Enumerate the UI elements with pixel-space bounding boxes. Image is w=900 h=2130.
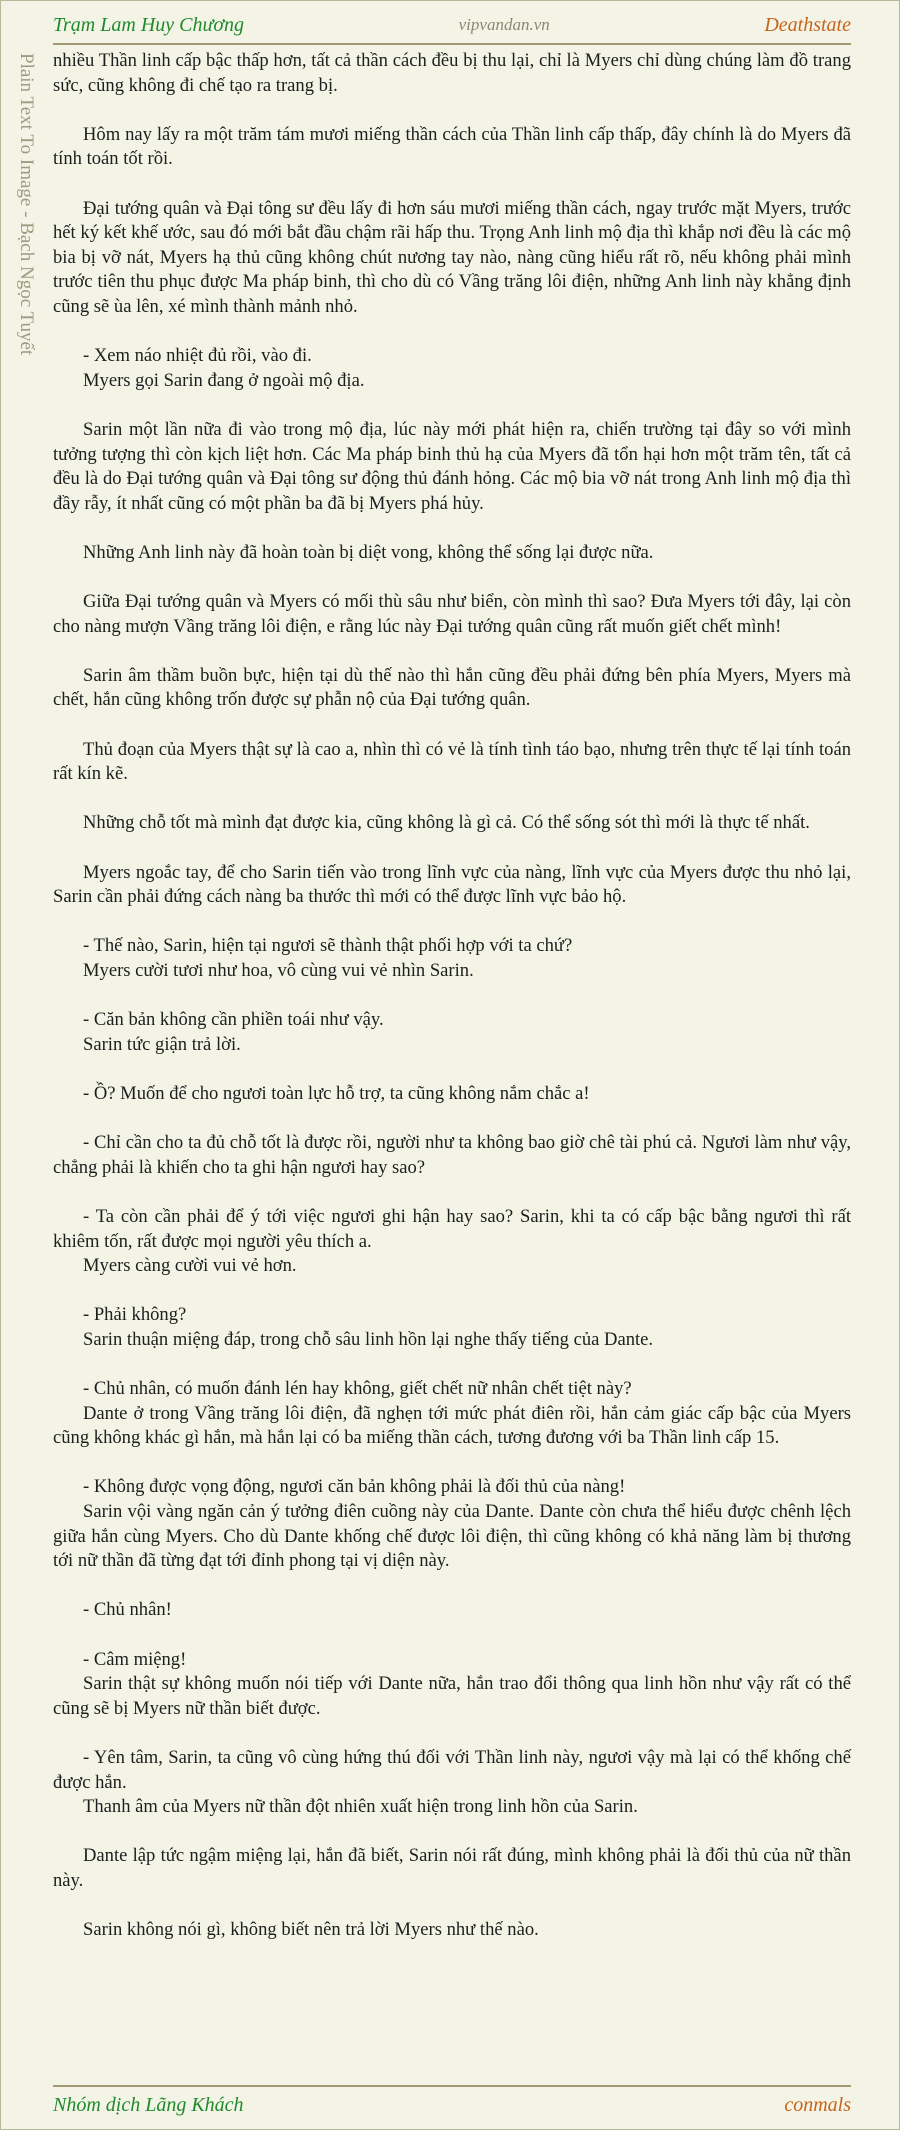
sidebar-text: Plain Text To Image - Bạch Ngọc Tuyết: [16, 53, 37, 356]
paragraph: [53, 738, 851, 787]
paragraph: [53, 1918, 851, 1943]
paragraph-line: Dante lập tức ngậm miệng lại, hắn đã biết, Sarin nói rất đúng, mình không phải là đối thủ của nữ thần này.: [53, 1845, 851, 1891]
paragraph: [53, 49, 851, 98]
paragraph: [53, 1008, 851, 1057]
paragraph-line: - Chủ nhân!: [83, 1599, 172, 1621]
paragraph: [53, 664, 851, 713]
paragraph: [53, 1303, 851, 1352]
paragraph-line: Những chỗ tốt mà mình đạt được kia, cũng không là gì cả. Có thể sống sót thì mới là thực tế nhất.: [83, 812, 810, 834]
paragraph-line: - Chỉ cần cho ta đủ chỗ tốt là được rồi, người như ta không bao giờ chê tài phú cả. Ngươi làm như vậy, chẳng phải là khiến cho ta ghi hận ngươi hay sao?: [53, 1132, 851, 1178]
paragraph-line: - Xem náo nhiệt đủ rồi, vào đi.: [83, 345, 312, 367]
paragraph-line: - Thế nào, Sarin, hiện tại ngươi sẽ thành thật phối hợp với ta chứ?: [83, 935, 573, 957]
paragraph: [53, 1844, 851, 1893]
paragraph-line: - Căn bản không cần phiền toái như vậy.: [83, 1009, 384, 1031]
paragraph: [53, 1205, 851, 1279]
paragraph-line: - Câm miệng!: [83, 1648, 187, 1670]
paragraph-line: Myers cười tươi như hoa, vô cùng vui vẻ nhìn Sarin.: [83, 959, 474, 981]
paragraph-line: Myers ngoắc tay, để cho Sarin tiến vào trong lĩnh vực của nàng, lĩnh vực của Myers được thu nhỏ lại, Sarin cần phải đứng cách nàng ba thước thì mới có thể được lĩnh vực bảo hộ.: [53, 861, 851, 908]
paragraph: [53, 1082, 851, 1107]
paragraph-line: Sarin vội vàng ngăn cản ý tưởng điên cuồng này của Dante. Dante còn chưa thể hiểu được chênh lệch giữa hắn cùng Myers. Cho dù Dante khống chế được lôi điện, thì cũng không có khả năng làm bị thương tới nữ thần đã từng đạt tới đỉnh phong tại vị diện này.: [53, 1501, 851, 1572]
paragraph-line: Giữa Đại tướng quân và Myers có mối thù sâu như biển, còn mình thì sao? Đưa Myers tới đây, lại còn cho nàng mượn Vầng trăng lôi điện, e rằng lúc này Đại tướng quân cũng rất muốn giết chết mình!: [53, 591, 851, 637]
paragraph-line: - Không được vọng động, ngươi căn bản không phải là đối thủ của nàng!: [83, 1476, 626, 1498]
page-header: [53, 7, 851, 45]
paragraph-line: - Yên tâm, Sarin, ta cũng vô cùng hứng thú đối với Thần linh này, ngươi vậy mà lại có thể khống chế được hắn.: [53, 1746, 851, 1793]
paragraph: [53, 1648, 851, 1722]
paragraph: [53, 1746, 851, 1820]
header-left-title: Trạm Lam Huy Chương: [53, 13, 245, 36]
header-right-title: Deathstate: [764, 13, 851, 36]
paragraph: [53, 344, 851, 393]
paragraph: [53, 1131, 851, 1180]
paragraph: [53, 123, 851, 172]
footer-right-credit: conmals: [784, 2093, 851, 2116]
paragraph-line: - Ồ? Muốn để cho ngươi toàn lực hỗ trợ, ta cũng không nắm chắc a!: [83, 1082, 590, 1104]
paragraph-line: Sarin tức giận trả lời.: [83, 1033, 241, 1055]
paragraph-line: Sarin âm thầm buồn bực, hiện tại dù thế nào thì hắn cũng đều phải đứng bên phía Myers, Myers mà chết, hắn cũng không trốn được sự phẫn nộ của Đại tướng quân.: [53, 664, 851, 711]
paragraph-line: Sarin một lần nữa đi vào trong mộ địa, lúc này mới phát hiện ra, chiến trường tại đây so với mình tưởng tượng thì còn kịch liệt hơn. Các Ma pháp binh thủ hạ của Myers đã tổn hại hơn một trăm tên, tất cả đều là do Đại tướng quân và Đại tông sư động thủ đánh hỏng. Các mộ bia vỡ nát trong Anh linh mộ địa thì đầy rẫy, ít nhất cũng có một phần ba đã bị Myers phá hủy.: [53, 418, 851, 514]
page-footer: [53, 2085, 851, 2123]
sidebar-watermark: [3, 53, 49, 413]
paragraph: [53, 590, 851, 639]
paragraph-line: Sarin thật sự không muốn nói tiếp với Dante nữa, hắn trao đổi thông qua linh hồn như vậy rất có thể cũng sẽ bị Myers nữ thần biết được.: [53, 1673, 851, 1719]
paragraph-line: Những Anh linh này đã hoàn toàn bị diệt vong, không thể sống lại được nữa.: [83, 541, 654, 563]
paragraph-line: Hôm nay lấy ra một trăm tám mươi miếng thần cách của Thần linh cấp thấp, đây chính là do Myers đã tính toán tốt rồi.: [53, 123, 851, 170]
paragraph: [53, 934, 851, 983]
paragraph-line: nhiều Thần linh cấp bậc thấp hơn, tất cả thần cách đều bị thu lại, chỉ là Myers chỉ dùng chúng làm đồ trang sức, cũng không đi chế tạo ra trang bị.: [53, 50, 851, 96]
paragraph: [53, 861, 851, 910]
paragraph: [53, 418, 851, 516]
article-body: [53, 49, 851, 2079]
paragraph-line: - Phải không?: [83, 1304, 187, 1326]
paragraph-line: Thủ đoạn của Myers thật sự là cao a, nhìn thì có vẻ là tính tình táo bạo, nhưng trên thực tế lại tính toán rất kín kẽ.: [53, 738, 851, 785]
paragraph-line: Dante ở trong Vầng trăng lôi điện, đã nghẹn tới mức phát điên rồi, hắn cảm giác cấp bậc của Myers cũng không khác gì hắn, mà hắn lại có ba miếng thần cách, tương đương với ba Thần linh cấp 15.: [53, 1402, 851, 1449]
paragraph: [53, 541, 851, 566]
paragraph-line: Đại tướng quân và Đại tông sư đều lấy đi hơn sáu mươi miếng thần cách, ngay trước mặt Myers, trước hết ký kết khế ước, sau đó mới bắt đầu chậm rãi hấp thu. Trọng Anh linh mộ địa thì khắp nơi đều là các mộ bia bị vỡ nát, Myers hạ thủ cũng không chút nương tay nào, nàng cũng hiểu rất rõ, nếu không phải mình trước tiên thu phục được Ma pháp binh, thì cho dù có Vầng trăng lôi điện, những Anh linh này khẳng định cũng sẽ ùa lên, xé mình thành mảnh nhỏ.: [53, 197, 851, 317]
paragraph-line: - Chủ nhân, có muốn đánh lén hay không, giết chết nữ nhân chết tiệt này?: [83, 1378, 632, 1400]
footer-left-credit: Nhóm dịch Lãng Khách: [53, 2093, 244, 2116]
paragraph: [53, 197, 851, 320]
paragraph-line: Myers càng cười vui vẻ hơn.: [83, 1255, 297, 1277]
paragraph: [53, 811, 851, 836]
paragraph: [53, 1475, 851, 1573]
paragraph-line: Sarin không nói gì, không biết nên trả lời Myers như thế nào.: [83, 1919, 539, 1941]
paragraph-line: Myers gọi Sarin đang ở ngoài mộ địa.: [83, 369, 365, 391]
paragraph-line: Sarin thuận miệng đáp, trong chỗ sâu linh hồn lại nghe thấy tiếng của Dante.: [83, 1328, 654, 1350]
paragraph: [53, 1598, 851, 1623]
header-site: vipvandan.vn: [458, 15, 550, 34]
paragraph-line: Thanh âm của Myers nữ thần đột nhiên xuất hiện trong linh hồn của Sarin.: [83, 1796, 638, 1818]
paragraph: [53, 1377, 851, 1451]
paragraph-line: - Ta còn cần phải để ý tới việc ngươi ghi hận hay sao? Sarin, khi ta có cấp bậc bằng ngươi thì rất khiêm tốn, rất được mọi người yêu thích a.: [53, 1205, 851, 1252]
